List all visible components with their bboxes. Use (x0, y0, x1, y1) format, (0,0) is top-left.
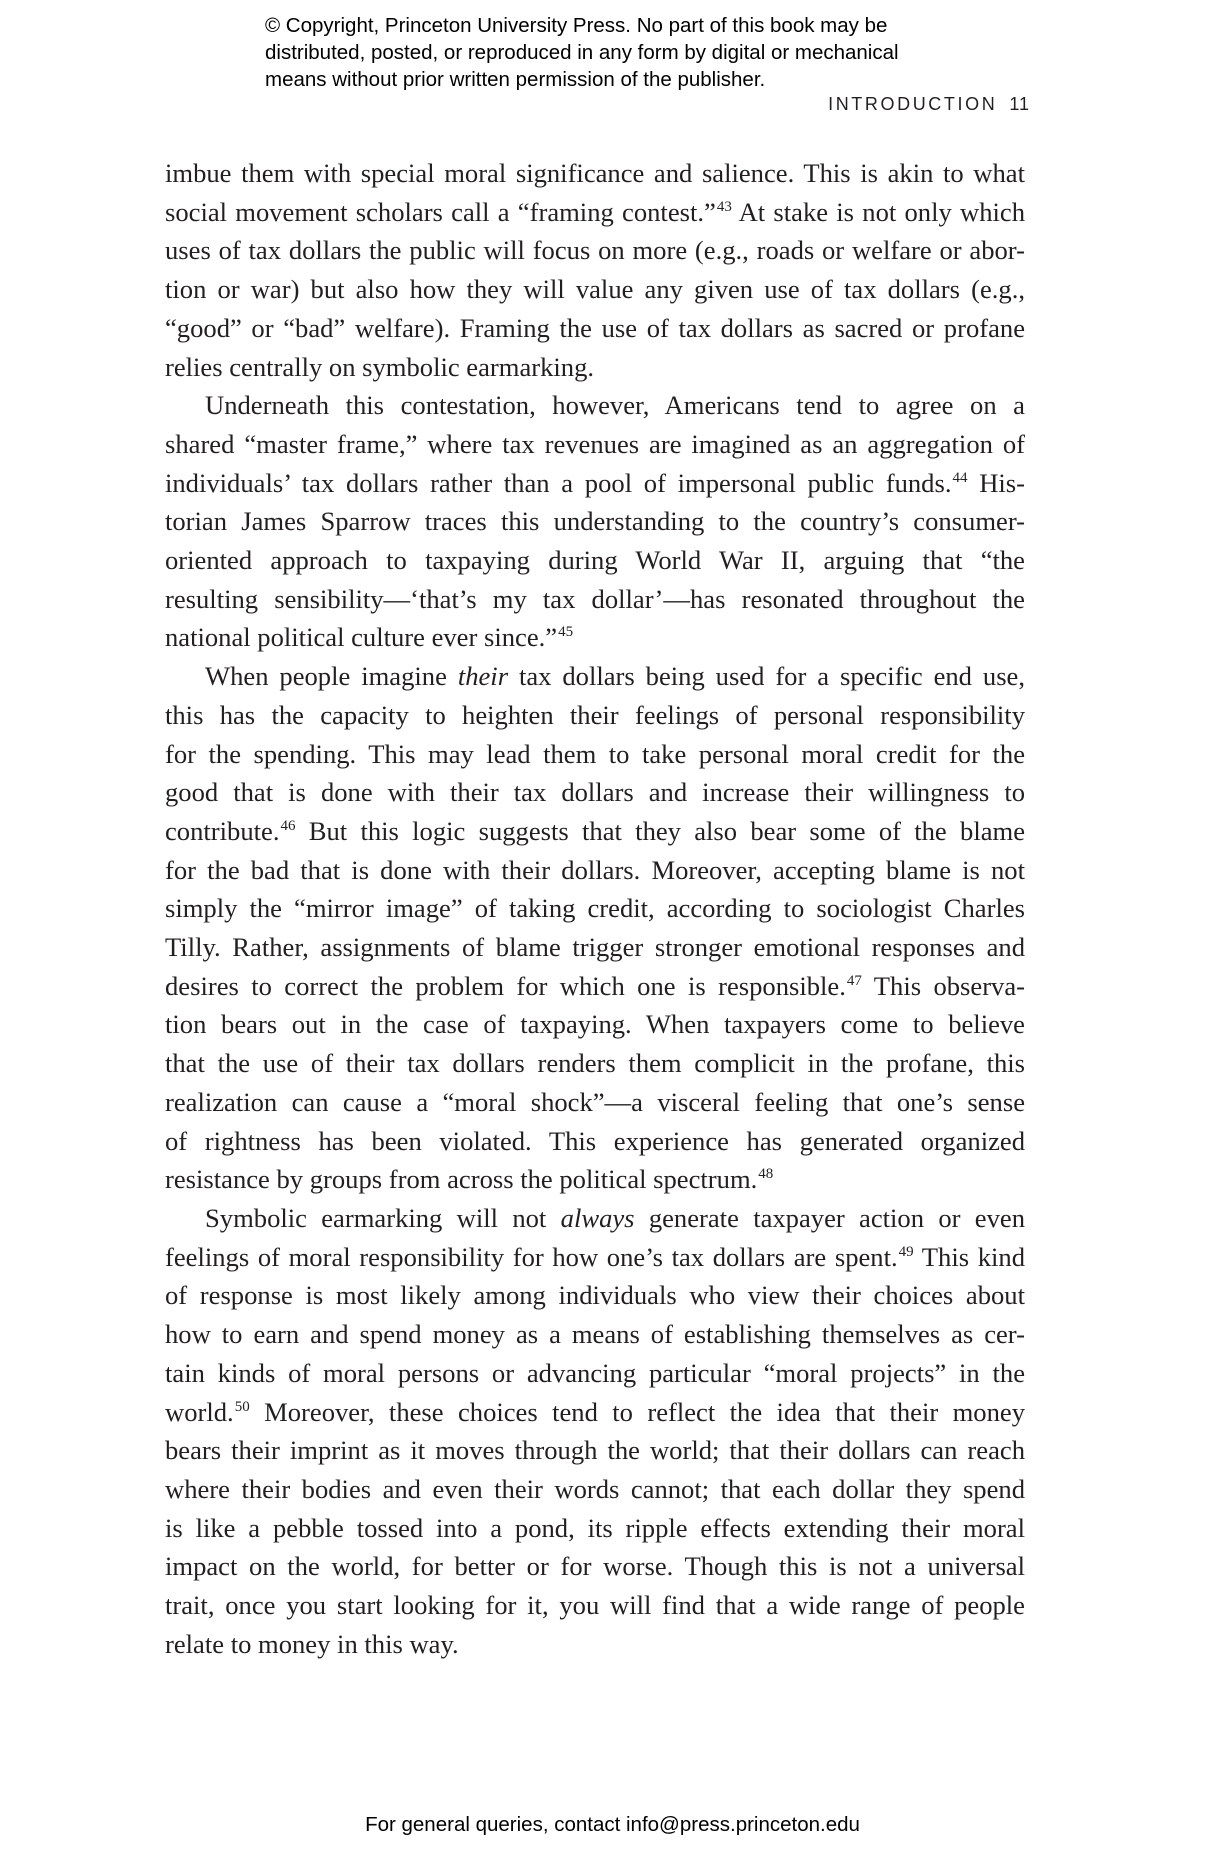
text-line: imbue them with special moral significance and salience. This is akin to what (165, 158, 1025, 188)
text-line: that the use of their tax dollars renders them complicit in the profane, this (165, 1048, 1025, 1079)
text-line: for the bad that is done with their dollars. Moreover, accepting blame is not (165, 854, 1025, 885)
text-line: tain kinds of moral persons or advancing particular “moral projects” in the (165, 1357, 1025, 1388)
text-line: trait, once you start looking for it, you will find that a wide range of people (165, 1590, 1025, 1621)
text-line: national political culture ever since.”$^{45}$ (165, 622, 574, 653)
text-line: this has the capacity to heighten their feelings of personal responsibility (165, 699, 1025, 730)
chapter-title: INTRODUCTION (828, 94, 998, 114)
copyright-notice (265, 12, 1005, 93)
footnote-ref: 43 (716, 198, 732, 215)
text-line: social movement scholars call a “framing contest.”$^{43}$ At stake is not only which (165, 196, 1025, 227)
footnote-ref: 47 (846, 972, 862, 989)
paragraph (165, 386, 1025, 657)
text-line: Symbolic earmarking will not always generate taxpayer action or even (205, 1202, 1025, 1233)
copyright-line: means without prior written permission of the publisher. (265, 68, 766, 91)
text-line: “good” or “bad” welfare). Framing the use of tax dollars as sacred or profane (165, 312, 1025, 343)
running-head (700, 94, 1030, 115)
text-line: individuals’ tax dollars rather than a pool of impersonal public funds.$^{44}$ His- (165, 467, 1025, 498)
text-line: how to earn and spend money as a means of establishing themselves as cer- (165, 1319, 1025, 1350)
paragraph (165, 657, 1025, 1199)
text-line: torian James Sparrow traces this understanding to the country’s consumer- (165, 506, 1025, 537)
text-line: for the spending. This may lead them to take personal moral credit for the (165, 738, 1025, 769)
text-line: feelings of moral responsibility for how one’s tax dollars are spent.$^{49}$ This kind (165, 1241, 1026, 1272)
footnote-ref: 48 (758, 1166, 774, 1183)
text-line: tion bears out in the case of taxpaying. When taxpayers come to believe (165, 1009, 1025, 1040)
footer-contact: For general queries, contact info@press.princeton.edu (365, 1813, 860, 1836)
body-text (165, 154, 1025, 1663)
text-line: desires to correct the problem for which one is responsible.$^{47}$ This observa- (165, 970, 1026, 1001)
copyright-line: distributed, posted, or reproduced in any form by digital or mechanical (265, 41, 899, 64)
text-line: Underneath this contestation, however, Americans tend to agree on a (205, 390, 1025, 421)
text-line: contribute.$^{46}$ But this logic suggests that they also bear some of the blame (165, 815, 1025, 846)
footnote-ref: 45 (558, 624, 574, 641)
text-line: tion or war) but also how they will value any given use of tax dollars (e.g., (165, 274, 1025, 305)
text-line: impact on the world, for better or for worse. Though this is not a universal (165, 1551, 1025, 1582)
text-line: realization can cause a “moral shock”—a visceral feeling that one’s sense (165, 1086, 1025, 1117)
text-line: resulting sensibility—‘that’s my tax dollar’—has resonated throughout the (165, 583, 1025, 614)
footnote-ref: 44 (952, 469, 968, 486)
text-line: uses of tax dollars the public will focus on more (e.g., roads or welfare or abor- (165, 235, 1025, 266)
text-line: shared “master frame,” where tax revenues are imagined as an aggregation of (165, 428, 1025, 459)
footnote-ref: 46 (280, 817, 296, 834)
paragraph (165, 154, 1025, 386)
text-line: of rightness has been violated. This experience has generated organized (165, 1125, 1025, 1156)
text-line: simply the “mirror image” of taking credit, according to sociologist Charles (165, 893, 1025, 924)
text-line: oriented approach to taxpaying during World War II, arguing that “the (165, 545, 1025, 576)
page-number: 11 (1009, 94, 1030, 114)
footnote-ref: 50 (234, 1398, 250, 1415)
text-line: world.$^{50}$ Moreover, these choices tend to reflect the idea that their money (165, 1396, 1025, 1427)
text-line: When people imagine their tax dollars being used for a specific end use, (205, 661, 1025, 692)
text-line: relate to money in this way. (165, 1628, 459, 1659)
footnote-ref: 49 (898, 1243, 914, 1260)
text-line: resistance by groups from across the political spectrum.$^{48}$ (165, 1164, 774, 1195)
paragraph (165, 1199, 1025, 1663)
copyright-line: © Copyright, Princeton University Press. No part of this book may be (265, 14, 888, 37)
text-line: Tilly. Rather, assignments of blame trigger stronger emotional responses and (165, 932, 1025, 963)
text-line: of response is most likely among individuals who view their choices about (165, 1280, 1025, 1311)
text-line: bears their imprint as it moves through the world; that their dollars can reach (165, 1435, 1025, 1466)
text-line: is like a pebble tossed into a pond, its ripple effects extending their moral (165, 1512, 1025, 1543)
text-line: where their bodies and even their words cannot; that each dollar they spend (165, 1473, 1025, 1504)
text-line: good that is done with their tax dollars and increase their willingness to (165, 777, 1025, 808)
text-line: relies centrally on symbolic earmarking. (165, 351, 595, 382)
